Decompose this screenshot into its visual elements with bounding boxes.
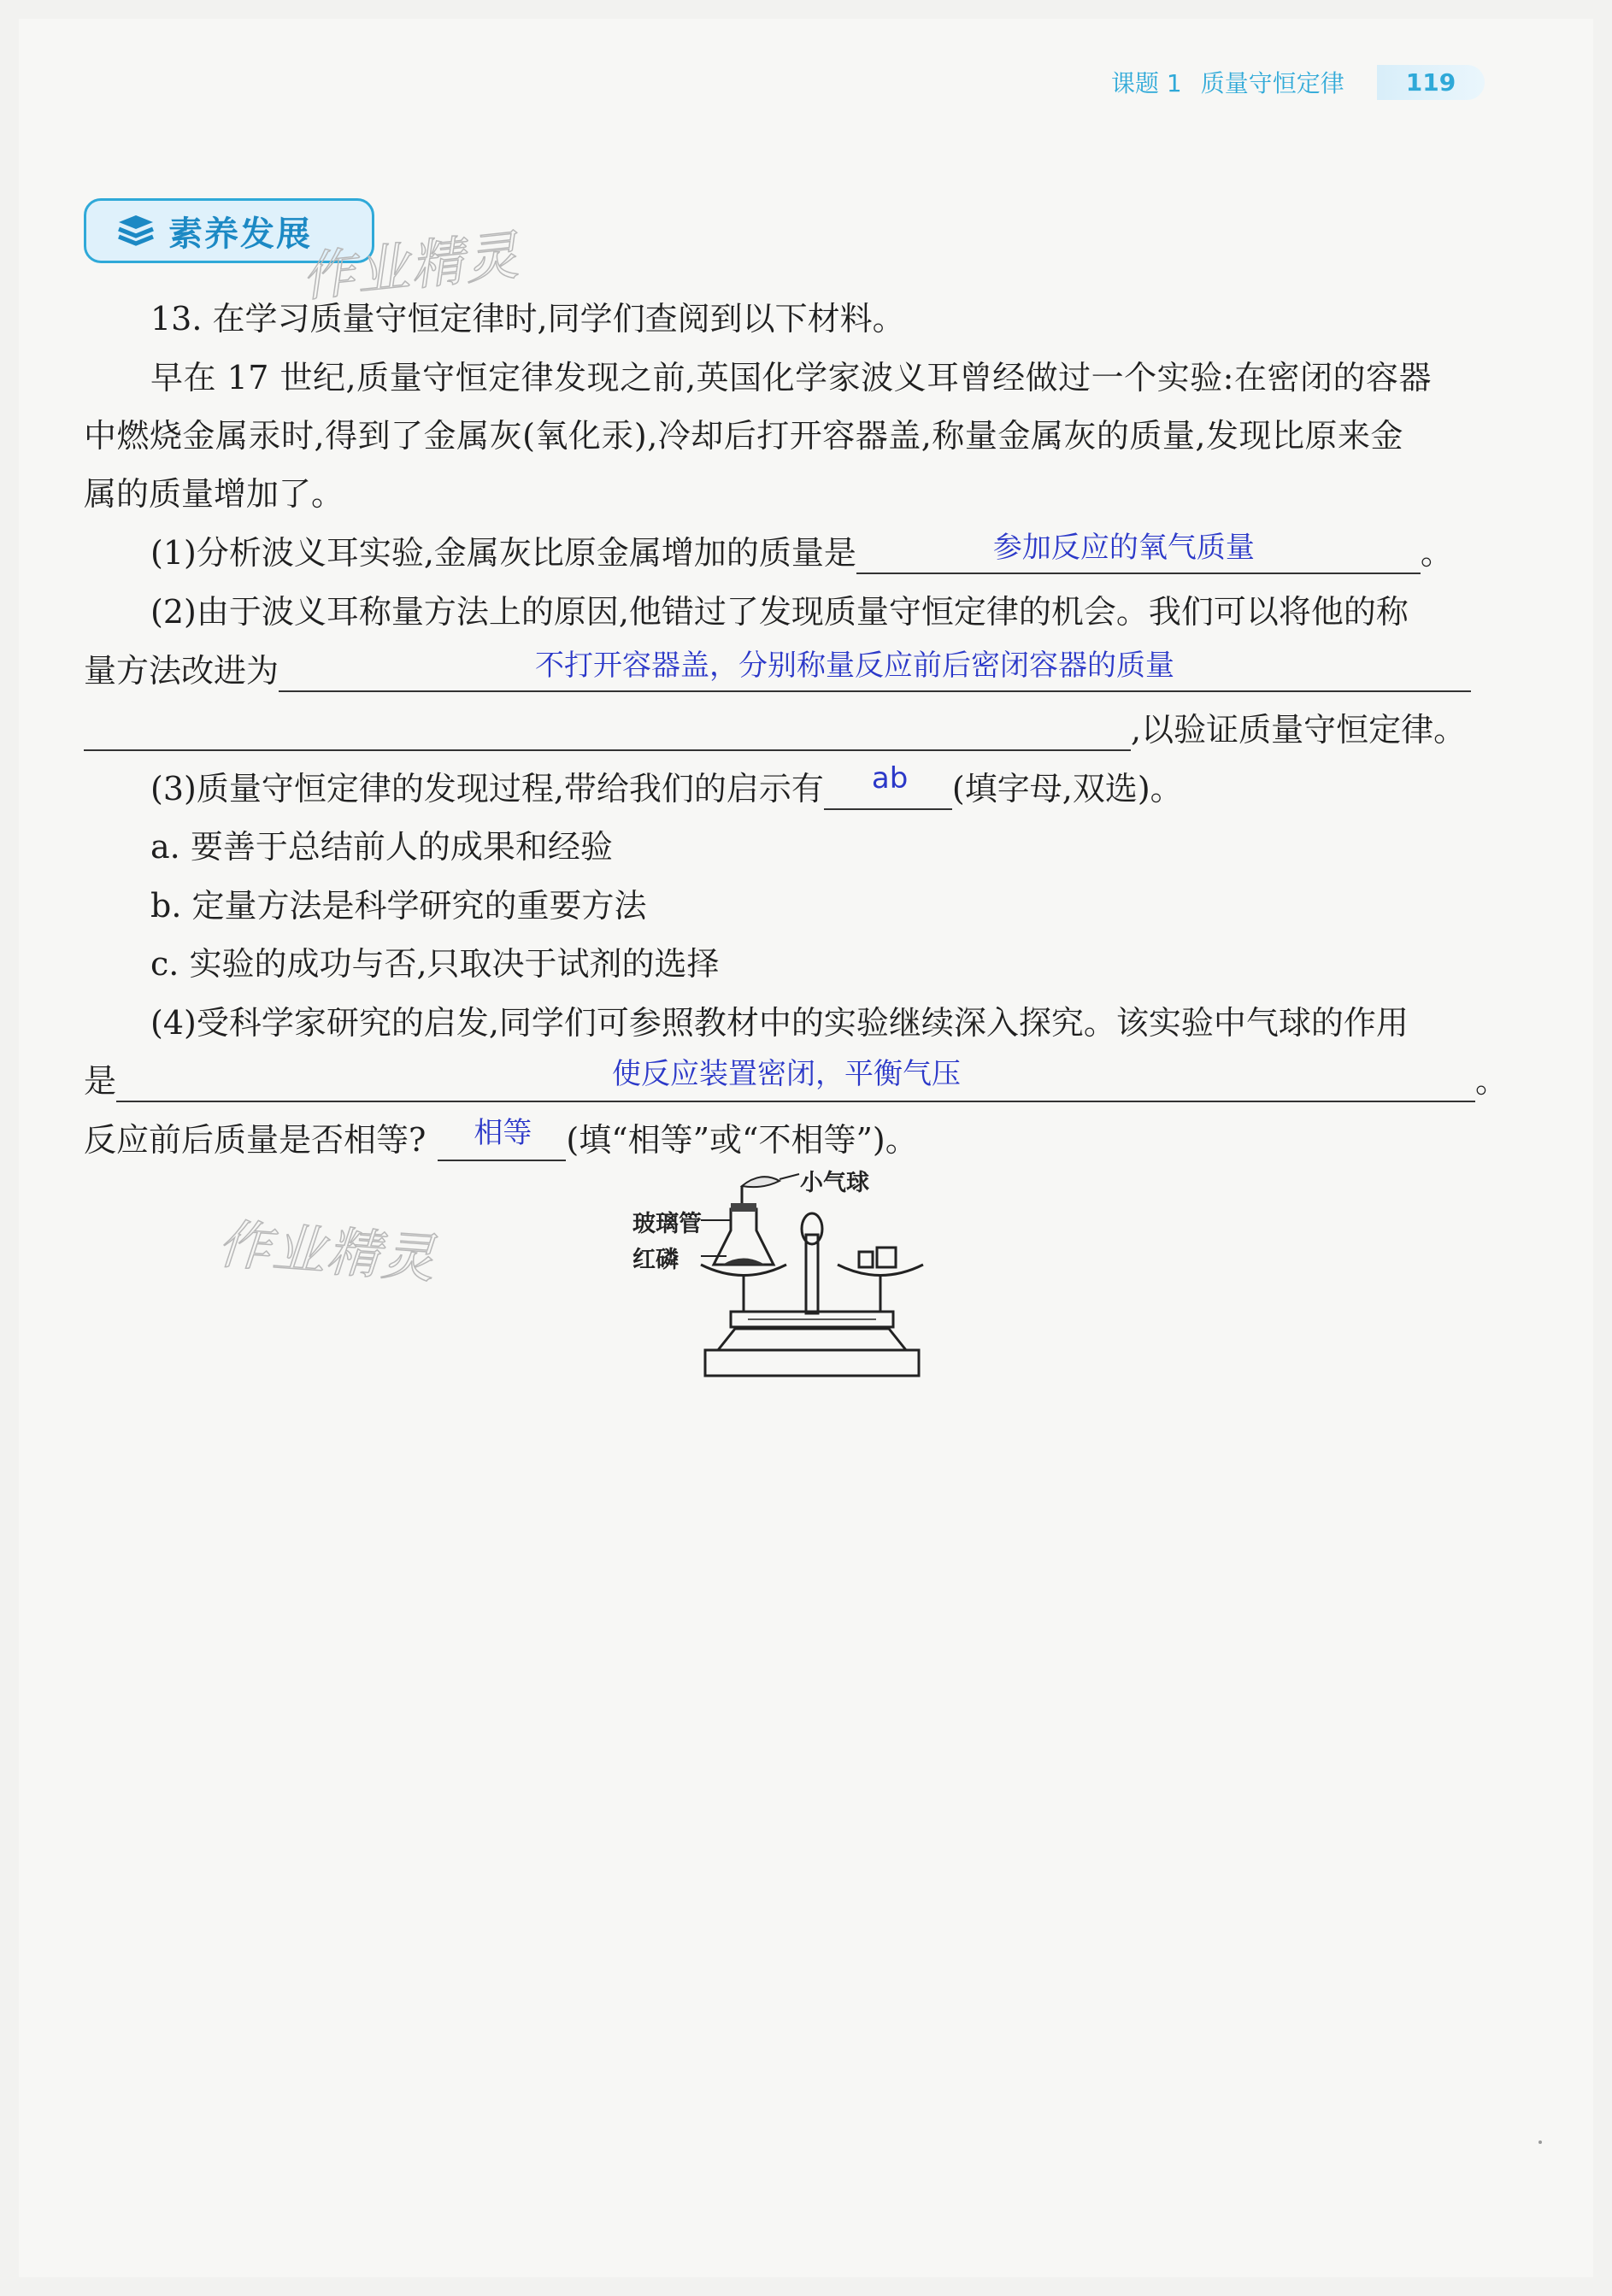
material-line-3: 属的质量增加了。 [84,475,344,513]
label-balloon: 小气球 [800,1170,869,1196]
q3-text: (3)质量守恒定律的发现过程,带给我们的启示有 [150,770,824,807]
q4-blank-1[interactable] [116,1057,1475,1102]
q1-text: (1)分析波义耳实验,金属灰比原金属增加的质量是 [150,534,856,572]
q2-line-1: (2)由于波义耳称量方法上的原因,他错过了发现质量守恒定律的机会。我们可以将他的称 [150,593,1409,631]
lesson-number: 课题 1 [1111,69,1182,97]
q2-line-3 [84,708,1494,751]
q3-option-b: b. 定量方法是科学研究的重要方法 [150,887,647,925]
q1-blank[interactable] [856,531,1421,574]
q3-end: (填字母,双选)。 [951,770,1183,807]
material-line-1: 早在 17 世纪,质量守恒定律发现之前,英国化学家波义耳曾经做过一个实验:在密闭的容器 [150,359,1432,396]
books-icon [115,214,156,248]
q4-line-2 [84,1057,1509,1102]
page-mark [1538,2140,1542,2144]
q2-blank-2[interactable] [84,712,1131,751]
q4-question: 反应前后质量是否相等? [84,1121,427,1159]
q1-answer: 参加反应的氧气质量 [992,531,1255,565]
q3-option-a: a. 要善于总结前人的成果和经验 [150,828,613,866]
q2-blank-1[interactable] [279,649,1471,692]
q3-answer: ab [871,761,909,796]
q2-line-2 [84,649,1494,692]
label-phosphorus: 红磷 [632,1247,679,1273]
q1-end: 。 [1420,534,1453,572]
q1-line [84,531,1561,574]
page-header [1111,62,1485,103]
balance-diagram [684,1171,940,1384]
q2-end: ,以验证质量守恒定律。 [1131,711,1467,749]
page-number: 119 [1377,65,1485,100]
q3-line [84,761,1561,810]
section-title: 素养发展 [168,214,312,254]
material-line-2: 中燃烧金属汞时,得到了金属灰(氧化汞),冷却后打开容器盖,称量金属灰的质量,发现比原来金 [84,417,1403,455]
q4-blank-2[interactable] [438,1116,566,1161]
q4-end: 。 [1475,1062,1509,1100]
lesson-topic: 质量守恒定律 [1200,69,1344,97]
q4-answer-2: 相等 [474,1116,532,1150]
watermark-top: 作业精灵 [298,223,523,309]
watermark-bottom: 作业精灵 [215,1213,438,1290]
q4-start: 是 [84,1062,117,1100]
q2-answer: 不打开容器盖，分别称量反应前后密闭容器的质量 [535,649,1175,683]
q4-line-3 [84,1116,1494,1161]
q4-answer-1: 使反应装置密闭，平衡气压 [612,1057,962,1091]
q3-option-c: c. 实验的成功与否,只取决于试剂的选择 [150,945,720,983]
q4-line-1: (4)受科学家研究的启发,同学们可参照教材中的实验继续深入探究。该实验中气球的作用 [150,1004,1409,1042]
q3-blank[interactable] [824,761,952,810]
question-intro: 13. 在学习质量守恒定律时,同学们查阅到以下材料。 [150,300,905,338]
label-tube: 玻璃管 [632,1211,702,1237]
q4-end-2: (填“相等”或“不相等”)。 [566,1121,918,1159]
q2-text: 量方法改进为 [84,652,279,690]
